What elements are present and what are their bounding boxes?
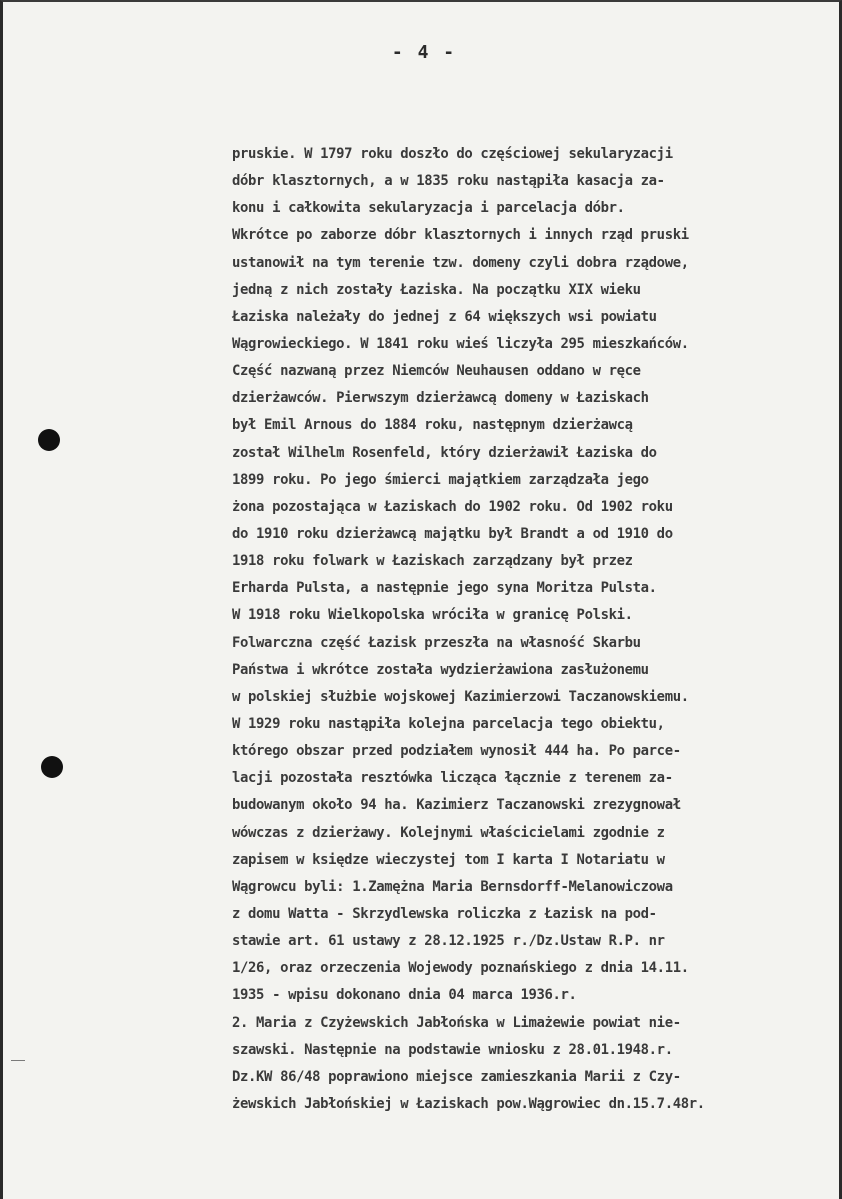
text-line: żona pozostająca w Łaziskach do 1902 roku. Od 1902 roku — [232, 498, 673, 515]
text-line: Część nazwaną przez Niemców Neuhausen oddano w ręce — [232, 363, 641, 380]
text-line: stawie art. 61 ustawy z 28.12.1925 r./Dz.Ustaw R.P. nr — [232, 933, 665, 950]
punch-hole-top — [38, 429, 60, 451]
text-line: W 1918 roku Wielkopolska wróciła w granicę Polski. — [232, 607, 633, 624]
text-line: dóbr klasztornych, a w 1835 roku nastąpiła kasacja za- — [232, 173, 665, 190]
text-line: 1918 roku folwark w Łaziskach zarządzany był przez — [232, 553, 633, 570]
text-line: 2. Maria z Czyżewskich Jabłońska w Limażewie powiat nie- — [232, 1014, 681, 1031]
page-number: - 4 - — [391, 42, 457, 63]
typewritten-body — [232, 141, 842, 1118]
text-line: 1899 roku. Po jego śmierci majątkiem zarządzała jego — [232, 471, 649, 488]
text-line: Dz.KW 86/48 poprawiono miejsce zamieszkania Marii z Czy- — [232, 1068, 681, 1085]
text-line: Wągrowieckiego. W 1841 roku wieś liczyła 295 mieszkańców. — [232, 335, 689, 352]
text-line: Folwarczna część Łazisk przeszła na własność Skarbu — [232, 634, 641, 651]
text-line: szawski. Następnie na podstawie wniosku z 28.01.1948.r. — [232, 1041, 673, 1058]
text-line: zapisem w księdze wieczystej tom I karta I Notariatu w — [232, 851, 665, 868]
text-line: dzierżawców. Pierwszym dzierżawcą domeny w Łaziskach — [232, 390, 649, 407]
margin-mark — [11, 1060, 25, 1065]
text-line: W 1929 roku nastąpiła kolejna parcelacja tego obiektu, — [232, 715, 665, 732]
text-line: którego obszar przed podziałem wynosił 444 ha. Po parce- — [232, 743, 681, 760]
text-line: z domu Watta - Skrzydlewska roliczka z Łazisk na pod- — [232, 905, 657, 922]
text-line: wówczas z dzierżawy. Kolejnymi właścicielami zgodnie z — [232, 824, 665, 841]
text-line: 1/26, oraz orzeczenia Wojewody poznańskiego z dnia 14.11. — [232, 960, 689, 977]
text-line: w polskiej służbie wojskowej Kazimierzowi Taczanowskiemu. — [232, 688, 689, 705]
text-line: konu i całkowita sekularyzacja i parcelacja dóbr. — [232, 200, 625, 217]
text-line: Wkrótce po zaborze dóbr klasztornych i innych rząd pruski — [232, 227, 689, 244]
text-line: do 1910 roku dzierżawcą majątku był Brandt a od 1910 do — [232, 525, 673, 542]
text-line: Erharda Pulsta, a następnie jego syna Moritza Pulsta. — [232, 580, 657, 597]
text-line: 1935 - wpisu dokonano dnia 04 marca 1936.r. — [232, 987, 577, 1004]
text-line: jedną z nich zostały Łaziska. Na początku XIX wieku — [232, 281, 641, 298]
text-line: budowanym około 94 ha. Kazimierz Taczanowski zrezygnował — [232, 797, 681, 814]
text-line: ustanowił na tym terenie tzw. domeny czyli dobra rządowe, — [232, 254, 689, 271]
text-line: był Emil Arnous do 1884 roku, następnym dzierżawcą — [232, 417, 633, 434]
punch-hole-bottom — [41, 756, 63, 778]
text-line: pruskie. W 1797 roku doszło do częściowej sekularyzacji — [232, 146, 673, 162]
text-line: lacji pozostała resztówka licząca łącznie z terenem za- — [232, 770, 673, 787]
text-line: Państwa i wkrótce została wydzierżawiona zasłużonemu — [232, 661, 649, 678]
text-line: Wągrowcu byli: 1.Zamężna Maria Bernsdorff-Melanowiczowa — [232, 878, 673, 895]
text-line: żewskich Jabłońskiej w Łaziskach pow.Wągrowiec dn.15.7.48r. — [232, 1095, 705, 1112]
text-line: Łaziska należały do jednej z 64 większych wsi powiatu — [232, 308, 657, 325]
text-line: został Wilhelm Rosenfeld, który dzierżawił Łaziska do — [232, 444, 657, 461]
